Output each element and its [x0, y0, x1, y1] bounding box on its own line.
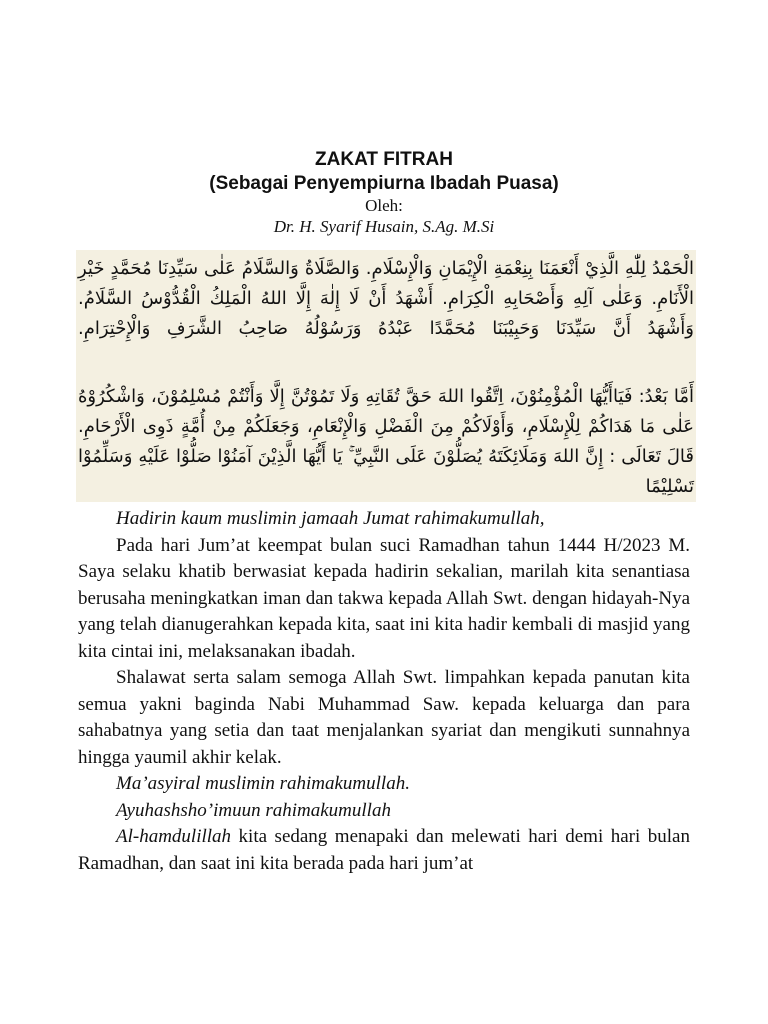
greeting-jamaah: Hadirin kaum muslimin jamaah Jumat rahimakumullah,	[116, 508, 545, 529]
greeting-maasyiral: Ma’asyiral muslimin rahimakumullah.	[116, 773, 410, 794]
document-subtitle: (Sebagai Penyempiurna Ibadah Puasa)	[209, 173, 559, 194]
paragraph-wasiat: Pada hari Jum’at keempat bulan suci Ramadhan tahun 1444 H/2023 M. Saya selaku khatib berwasiat kepada hadirin sekalian, marilah kita senantiasa berusaha meningkatkan iman dan takwa kepada Allah Swt. dengan hidayah-Nya yang telah dianugerahkan kepada kita, saat ini kita hadir kembali di masjid yang kita cintai ini, melaksanakan ibadah.	[78, 534, 690, 662]
arabic-amma-badu-text: أَمَّا بَعْدُ: فَيَاأَيُّهَا الْمُؤْمِنُوْنَ، اِتَّقُوا اللهَ حَقَّ تُقَاتِهِ وَلَا تَمُوْتُنَّ إِلَّا وَأَنْتُمْ مُسْلِمُوْنَ، وَاشْكُرُوْهُ عَلٰى مَا هَدَاكُمْ لِلْإِسْلَامِ، وَأَوْلَاكُمْ مِنَ الْفَضْلِ وَالْإِنْعَامِ، وَجَعَلَكُمْ مِنْ أُمَّةٍ ذَوِى الْأَرْحَامِ. قَالَ تَعَالَى : إِنَّ اللهَ وَمَلَائِكَتَهُ يُصَلُّوْنَ عَلَى النَّبِيِّ ۚ يَا أَيُّهَا الَّذِيْنَ آمَنُوْا صَلُّوْا عَلَيْهِ وَسَلِّمُوْا تَسْلِيْمًا	[78, 386, 694, 497]
byline-label: Oleh:	[365, 196, 403, 215]
greeting-ayuhashshoimuun: Ayuhashsho’imuun rahimakumullah	[116, 799, 391, 821]
paragraph-ramadhan-text: kita sedang menapaki dan melewati hari demi hari bulan Ramadhan, dan saat ini kita berada pada hari jum’at	[78, 826, 690, 874]
paragraph-shalawat: Shalawat serta salam semoga Allah Swt. limpahkan kepada panutan kita semua yakni baginda Nabi Muhammad Saw. kepada keluarga dan para sahabatnya yang setia dan taat menjalankan syariat dan mengikuti sunnahnya hingga yaumil akhir kelak.	[78, 667, 690, 768]
author-name: Dr. H. Syarif Husain, S.Ag. M.Si	[273, 217, 495, 236]
paragraph-ramadhan	[78, 824, 690, 877]
alhamdulillah-text: Al-hamdulillah	[116, 826, 232, 847]
sermon-body	[78, 506, 690, 877]
document-title: ZAKAT FITRAH	[315, 149, 453, 170]
arabic-opening-text: الْحَمْدُ لِلّٰهِ الَّذِيْ أَنْعَمَنَا بِنِعْمَةِ الْإِيْمَانِ وَالْإِسْلَامِ. وَالصَّلَاةُ وَالسَّلَامُ عَلٰى سَيِّدِنَا مُحَمَّدٍ خَيْرِ الْأَنَامِ. وَعَلٰى آلِهِ وَأَصْحَابِهِ الْكِرَامِ. أَشْهَدُ أَنْ لَا إِلٰهَ إِلَّا اللهُ الْمَلِكُ الْقُدُّوْسُ السَّلَامُ. وَأَشْهَدُ أَنَّ سَيِّدَنَا وَحَبِيْبَنَا مُحَمَّدًا عَبْدُهُ وَرَسُوْلُهُ صَاحِبُ الشَّرَفِ وَالْإِحْتِرَامِ.	[78, 258, 694, 339]
